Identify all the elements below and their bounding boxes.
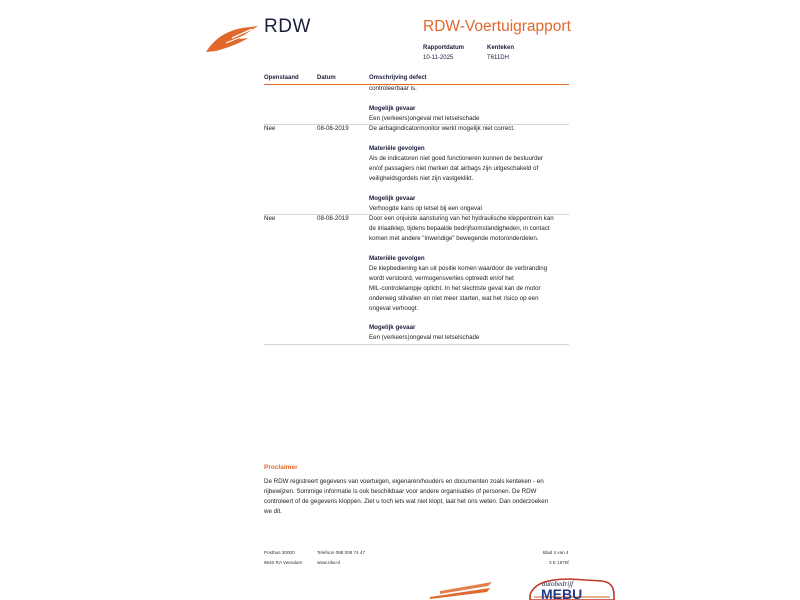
row-divider	[264, 344, 569, 345]
rdw-logo-icon	[206, 25, 258, 53]
consequences-heading: Materiële gevolgen	[369, 255, 425, 262]
consequences-line: onderweg stilvallen en niet meer starten, wat het risico op een	[369, 295, 539, 302]
danger-heading: Mogelijk gevaar	[369, 324, 416, 331]
consequences-line: De klepbediening kan uit positie komen waardoor de verbranding	[369, 265, 548, 272]
description-line: Door een onjuiste aansturing van het hydraulische kleppentrein kan	[369, 215, 554, 222]
report-date-label: Rapportdatum	[423, 45, 464, 51]
description-line: komen met andere "inwendige" bewegende motoronderdelen.	[369, 235, 539, 242]
disclaimer-line: rijbewijzen. Sommige informatie is ook beschikbaar voor andere organisaties of personen. De RDW	[264, 488, 537, 495]
column-header-description: Omschrijving defect	[369, 75, 427, 81]
disclaimer-line: controleert of de gegevens kloppen. Ziet u toch iets wat niet klopt, laat het ons weten. Dan onderzoeken	[264, 498, 549, 505]
footer-po-box: Postbus 30000	[264, 550, 295, 555]
description-line: De airbagindicatormonitor werkt mogelijk niet correct.	[369, 125, 515, 132]
column-header-open: Openstaand	[264, 75, 299, 81]
stamp-name: MEBU	[541, 586, 583, 600]
danger-line: Een (verkeers)ongeval met letselschade	[369, 115, 480, 122]
date-cell: 08-08-2019	[317, 125, 349, 132]
description-line: controleerbaar is.	[369, 85, 417, 92]
danger-heading: Mogelijk gevaar	[369, 195, 416, 202]
mebu-stamp-logo	[430, 575, 615, 600]
description-line: de inlaatklep, tijdens bepaalde bedrijfsomstandigheden, in contact	[369, 225, 550, 232]
report-title: RDW-Voertuigrapport	[423, 18, 571, 35]
stamp-tagline: autobedrijf	[542, 580, 574, 588]
consequences-line: wordt verstoord, vermogensverlies optreedt en/of het	[369, 275, 514, 282]
brand-name: RDW	[264, 16, 311, 37]
column-header-date: Datum	[317, 75, 336, 81]
consequences-line: Als de indicatoren niet goed functioneren kunnen de bestuurder	[369, 155, 544, 162]
consequences-line: ongeval verhoogt.	[369, 305, 419, 312]
open-cell: Nee	[264, 125, 276, 132]
consequences-line: veiligheidsgordels niet zijn vastgeklikt.	[369, 175, 474, 182]
consequences-line: en/of passagiers niet merken dat airbags zijn uitgeschakeld of	[369, 165, 539, 172]
report-date: 10-11-2025	[423, 55, 454, 61]
danger-line: Verhoogde kans op letsel bij een ongeval	[369, 205, 482, 212]
footer-website: www.rdw.nl	[317, 560, 340, 565]
consequences-line: MIL-controlelampje oplicht. In het slechtste geval kan de motor	[369, 285, 541, 292]
disclaimer-line: De RDW registreert gegevens van voertuigen, eigenaren/houders en documenten zoals kenteken - en	[264, 478, 544, 485]
date-cell: 08-08-2019	[317, 215, 349, 222]
plate-label: Kenteken	[487, 45, 515, 51]
footer-city: 9640 RA Veendam	[264, 560, 303, 565]
danger-line: Een (verkeers)ongeval met letselschade	[369, 334, 480, 341]
plate-number: T611DH	[487, 55, 509, 61]
consequences-heading: Materiële gevolgen	[369, 145, 425, 152]
footer-phone: Telefoon 088 008 74 47	[317, 550, 366, 555]
danger-heading: Mogelijk gevaar	[369, 105, 416, 112]
disclaimer-heading: Proclaimer	[264, 464, 298, 471]
open-cell: Nee	[264, 215, 276, 222]
disclaimer-line: we dit.	[264, 508, 282, 515]
footer-page: Blad 4 van 4	[543, 550, 569, 555]
footer-reference: 3 E 1675f	[549, 560, 569, 565]
